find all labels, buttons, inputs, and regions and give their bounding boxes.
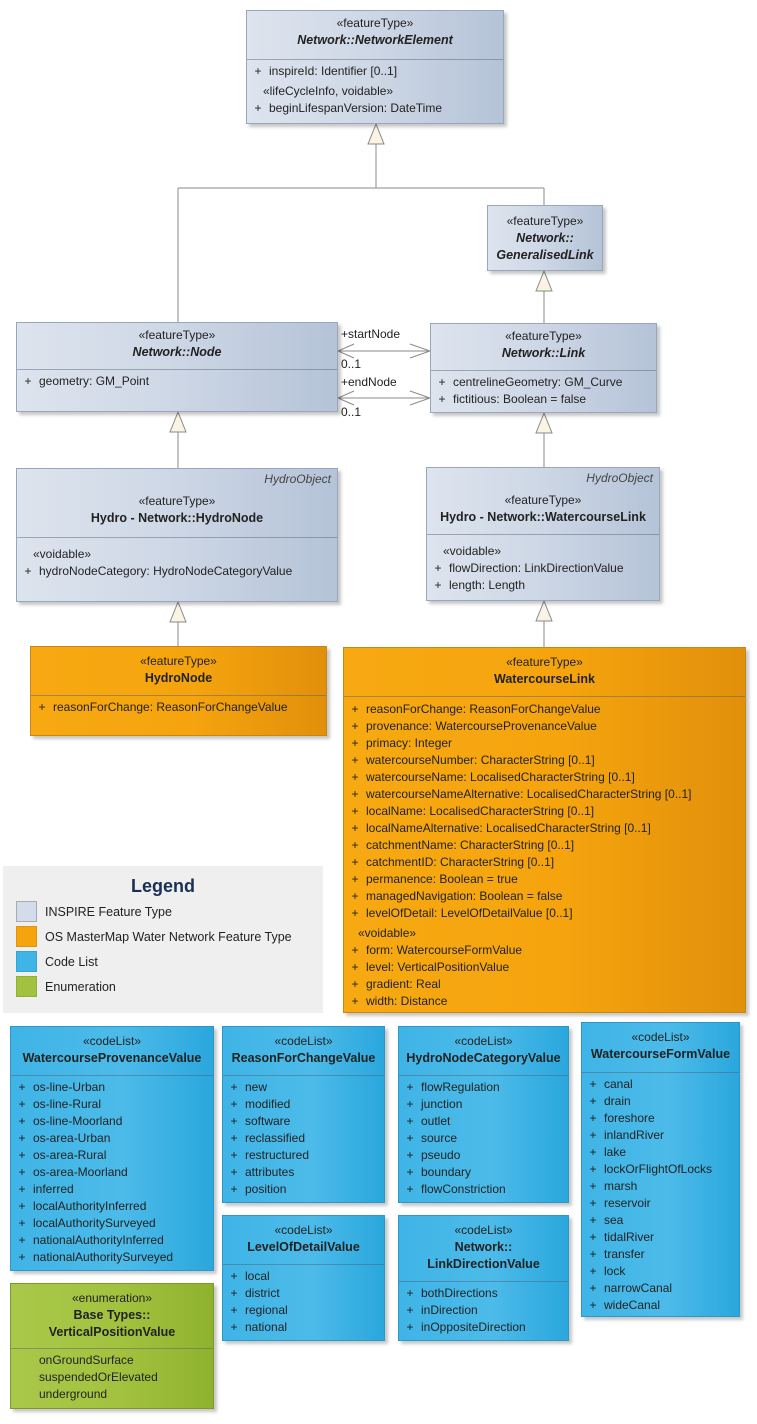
legend-swatch: [16, 976, 37, 997]
code-value: + foreshore: [589, 1111, 655, 1125]
class-name-line2: GeneralisedLink: [496, 248, 594, 262]
code-value: + canal: [589, 1077, 633, 1091]
legend: [3, 866, 323, 1013]
class-name: Hydro - Network::WatercourseLink: [440, 510, 646, 524]
class-node[interactable]: [16, 322, 338, 412]
end-node-role: +endNode: [341, 375, 397, 389]
code-value: + national: [230, 1320, 288, 1334]
code-value: + source: [406, 1131, 458, 1145]
code-value: + nationalAuthorityInferred: [18, 1233, 164, 1247]
class-network-element[interactable]: [246, 10, 504, 124]
code-value: + localAuthorityInferred: [18, 1199, 147, 1213]
attribute: + centrelineGeometry: GM_Curve: [438, 375, 623, 389]
class-reason-for-change-value[interactable]: [222, 1026, 385, 1203]
group-stereotype: «voidable»: [33, 547, 92, 561]
enum-literal: underground: [39, 1387, 108, 1401]
stereotype: «featureType»: [336, 16, 414, 30]
legend-title: Legend: [130, 876, 195, 896]
class-name: WatercourseLink: [494, 672, 595, 686]
code-value: + os-area-Rural: [18, 1148, 107, 1162]
code-value: + lake: [589, 1145, 627, 1159]
class-generalised-link[interactable]: [487, 205, 603, 271]
code-value: + inDirection: [406, 1303, 478, 1317]
class-name-line1: Network::: [516, 231, 574, 245]
end-node-multiplicity: 0..1: [341, 405, 362, 419]
class-name: HydroNode: [144, 671, 213, 685]
class-name: LevelOfDetailValue: [247, 1240, 360, 1254]
class-hydro-watercourse-link[interactable]: [426, 467, 660, 601]
attribute: + gradient: Real: [351, 977, 441, 991]
class-os-hydro-node[interactable]: [30, 646, 327, 736]
code-value: + os-line-Moorland: [18, 1114, 123, 1128]
attribute: + watercourseNameAlternative: LocalisedCharacterString [0..1]: [351, 787, 692, 801]
attribute: + levelOfDetail: LevelOfDetailValue [0..1]: [351, 906, 573, 920]
stereotype: «featureType»: [504, 493, 582, 507]
legend-swatch: [16, 951, 37, 972]
start-node-role: +startNode: [341, 327, 401, 341]
code-value: + drain: [589, 1094, 631, 1108]
code-value: + tidalRiver: [589, 1230, 655, 1244]
class-os-watercourse-link[interactable]: [343, 647, 746, 1013]
attribute: + primacy: Integer: [351, 736, 453, 750]
attribute: + geometry: GM_Point: [24, 374, 150, 388]
class-name: WatercourseFormValue: [590, 1047, 731, 1061]
code-value: + wideCanal: [589, 1298, 661, 1312]
code-value: + sea: [589, 1213, 624, 1227]
stereotype: «featureType»: [138, 328, 216, 342]
attribute: + width: Distance: [351, 994, 448, 1008]
code-value: + lockOrFlightOfLocks: [589, 1162, 713, 1176]
group-stereotype: «voidable»: [358, 926, 417, 940]
legend-swatch: [16, 926, 37, 947]
legend-item-osmm: OS MasterMap Water Network Feature Type: [16, 926, 323, 947]
group-stereotype: «lifeCycleInfo, voidable»: [263, 84, 394, 98]
code-value: + os-area-Urban: [18, 1131, 111, 1145]
code-value: + bothDirections: [406, 1286, 498, 1300]
code-value: + local: [230, 1269, 270, 1283]
attribute: + provenance: WatercourseProvenanceValue: [351, 719, 597, 733]
code-value: + outlet: [406, 1114, 451, 1128]
code-value: + regional: [230, 1303, 288, 1317]
attribute: + reasonForChange: ReasonForChangeValue: [38, 700, 288, 714]
code-value: + modified: [230, 1097, 291, 1111]
class-name-line1: Network::: [454, 1240, 513, 1254]
attribute: + form: WatercourseFormValue: [351, 943, 523, 957]
attribute: + reasonForChange: ReasonForChangeValue: [351, 702, 601, 716]
code-value: + inferred: [18, 1182, 74, 1196]
class-name: WatercourseProvenanceValue: [22, 1051, 202, 1065]
class-vertical-position-value[interactable]: [10, 1283, 214, 1409]
code-value: + software: [230, 1114, 291, 1128]
code-value: + os-line-Urban: [18, 1080, 106, 1094]
attribute: + beginLifespanVersion: DateTime: [254, 101, 442, 115]
legend-item-code-list: Code List: [16, 951, 323, 972]
group-stereotype: «voidable»: [443, 544, 502, 558]
tagged-value: HydroObject: [264, 472, 331, 486]
stereotype: «featureType»: [506, 655, 583, 669]
legend-item-enumeration: Enumeration: [16, 976, 323, 997]
class-name: Hydro - Network::HydroNode: [90, 511, 264, 525]
attribute: + permanence: Boolean = true: [351, 872, 518, 886]
class-link[interactable]: [430, 323, 657, 413]
code-value: + pseudo: [406, 1148, 461, 1162]
code-value: + boundary: [406, 1165, 472, 1179]
class-name-line1: Base Types::: [73, 1308, 151, 1322]
stereotype: «featureType»: [138, 494, 216, 508]
class-watercourse-form-value[interactable]: [581, 1022, 740, 1317]
attribute: + localName: LocalisedCharacterString [0..1]: [351, 804, 595, 818]
stereotype: «codeList»: [82, 1034, 142, 1048]
code-value: + nationalAuthoritySurveyed: [18, 1250, 174, 1264]
code-value: + narrowCanal: [589, 1281, 673, 1295]
stereotype: «featureType»: [506, 214, 584, 228]
code-value: + reservoir: [589, 1196, 651, 1210]
stereotype: «featureType»: [140, 654, 217, 668]
stereotype: «codeList»: [631, 1030, 690, 1044]
class-link-direction-value[interactable]: [398, 1215, 569, 1341]
stereotype: «codeList»: [454, 1034, 513, 1048]
code-value: + district: [230, 1286, 280, 1300]
code-value: + restructured: [230, 1148, 310, 1162]
code-value: + os-line-Rural: [18, 1097, 102, 1111]
class-name: Network::NetworkElement: [297, 33, 453, 47]
class-name: ReasonForChangeValue: [231, 1051, 376, 1065]
code-value: + transfer: [589, 1247, 645, 1261]
attribute: + flowDirection: LinkDirectionValue: [434, 561, 624, 575]
class-hydro-node-category-value[interactable]: [398, 1026, 569, 1203]
enum-literal: onGroundSurface: [39, 1353, 134, 1367]
code-value: + inOppositeDirection: [406, 1320, 526, 1334]
attribute: + watercourseNumber: CharacterString [0..1]: [351, 753, 595, 767]
code-value: + new: [230, 1080, 268, 1094]
enum-literal: suspendedOrElevated: [39, 1370, 158, 1384]
stereotype: «enumeration»: [71, 1291, 153, 1305]
attribute: + fictitious: Boolean = false: [438, 392, 587, 406]
code-value: + lock: [589, 1264, 626, 1278]
attribute: + catchmentName: CharacterString [0..1]: [351, 838, 575, 852]
stereotype: «codeList»: [454, 1223, 513, 1237]
code-value: + inlandRiver: [589, 1128, 665, 1142]
class-name-line2: LinkDirectionValue: [427, 1257, 540, 1271]
code-value: + reclassified: [230, 1131, 306, 1145]
class-name: Network::Link: [501, 346, 586, 360]
class-watercourse-provenance-value[interactable]: [10, 1026, 214, 1271]
code-value: + flowConstriction: [406, 1182, 506, 1196]
start-node-multiplicity: 0..1: [341, 357, 362, 371]
attribute: + localNameAlternative: LocalisedCharacterString [0..1]: [351, 821, 651, 835]
class-hydro-node[interactable]: [16, 468, 338, 602]
class-name: Network::Node: [132, 345, 222, 359]
stereotype: «featureType»: [505, 329, 582, 343]
class-name: HydroNodeCategoryValue: [406, 1051, 561, 1065]
attribute: + level: VerticalPositionValue: [351, 960, 510, 974]
tagged-value: HydroObject: [586, 471, 653, 485]
attribute: + managedNavigation: Boolean = false: [351, 889, 563, 903]
code-value: + flowRegulation: [406, 1080, 500, 1094]
legend-swatch: [16, 901, 37, 922]
attribute: + watercourseName: LocalisedCharacterString [0..1]: [351, 770, 635, 784]
attribute: + length: Length: [434, 578, 526, 592]
attribute: + inspireId: Identifier [0..1]: [254, 64, 398, 78]
attribute: + catchmentID: CharacterString [0..1]: [351, 855, 555, 869]
class-level-of-detail-value[interactable]: [222, 1215, 385, 1341]
attribute: + hydroNodeCategory: HydroNodeCategoryValue: [24, 564, 293, 578]
code-value: + position: [230, 1182, 287, 1196]
code-value: + localAuthoritySurveyed: [18, 1216, 156, 1230]
stereotype: «codeList»: [274, 1034, 333, 1048]
code-value: + os-area-Moorland: [18, 1165, 128, 1179]
legend-item-inspire: INSPIRE Feature Type: [16, 901, 323, 922]
code-value: + marsh: [589, 1179, 638, 1193]
code-value: + attributes: [230, 1165, 295, 1179]
class-name-line2: VerticalPositionValue: [48, 1325, 176, 1339]
stereotype: «codeList»: [274, 1223, 333, 1237]
code-value: + junction: [406, 1097, 463, 1111]
